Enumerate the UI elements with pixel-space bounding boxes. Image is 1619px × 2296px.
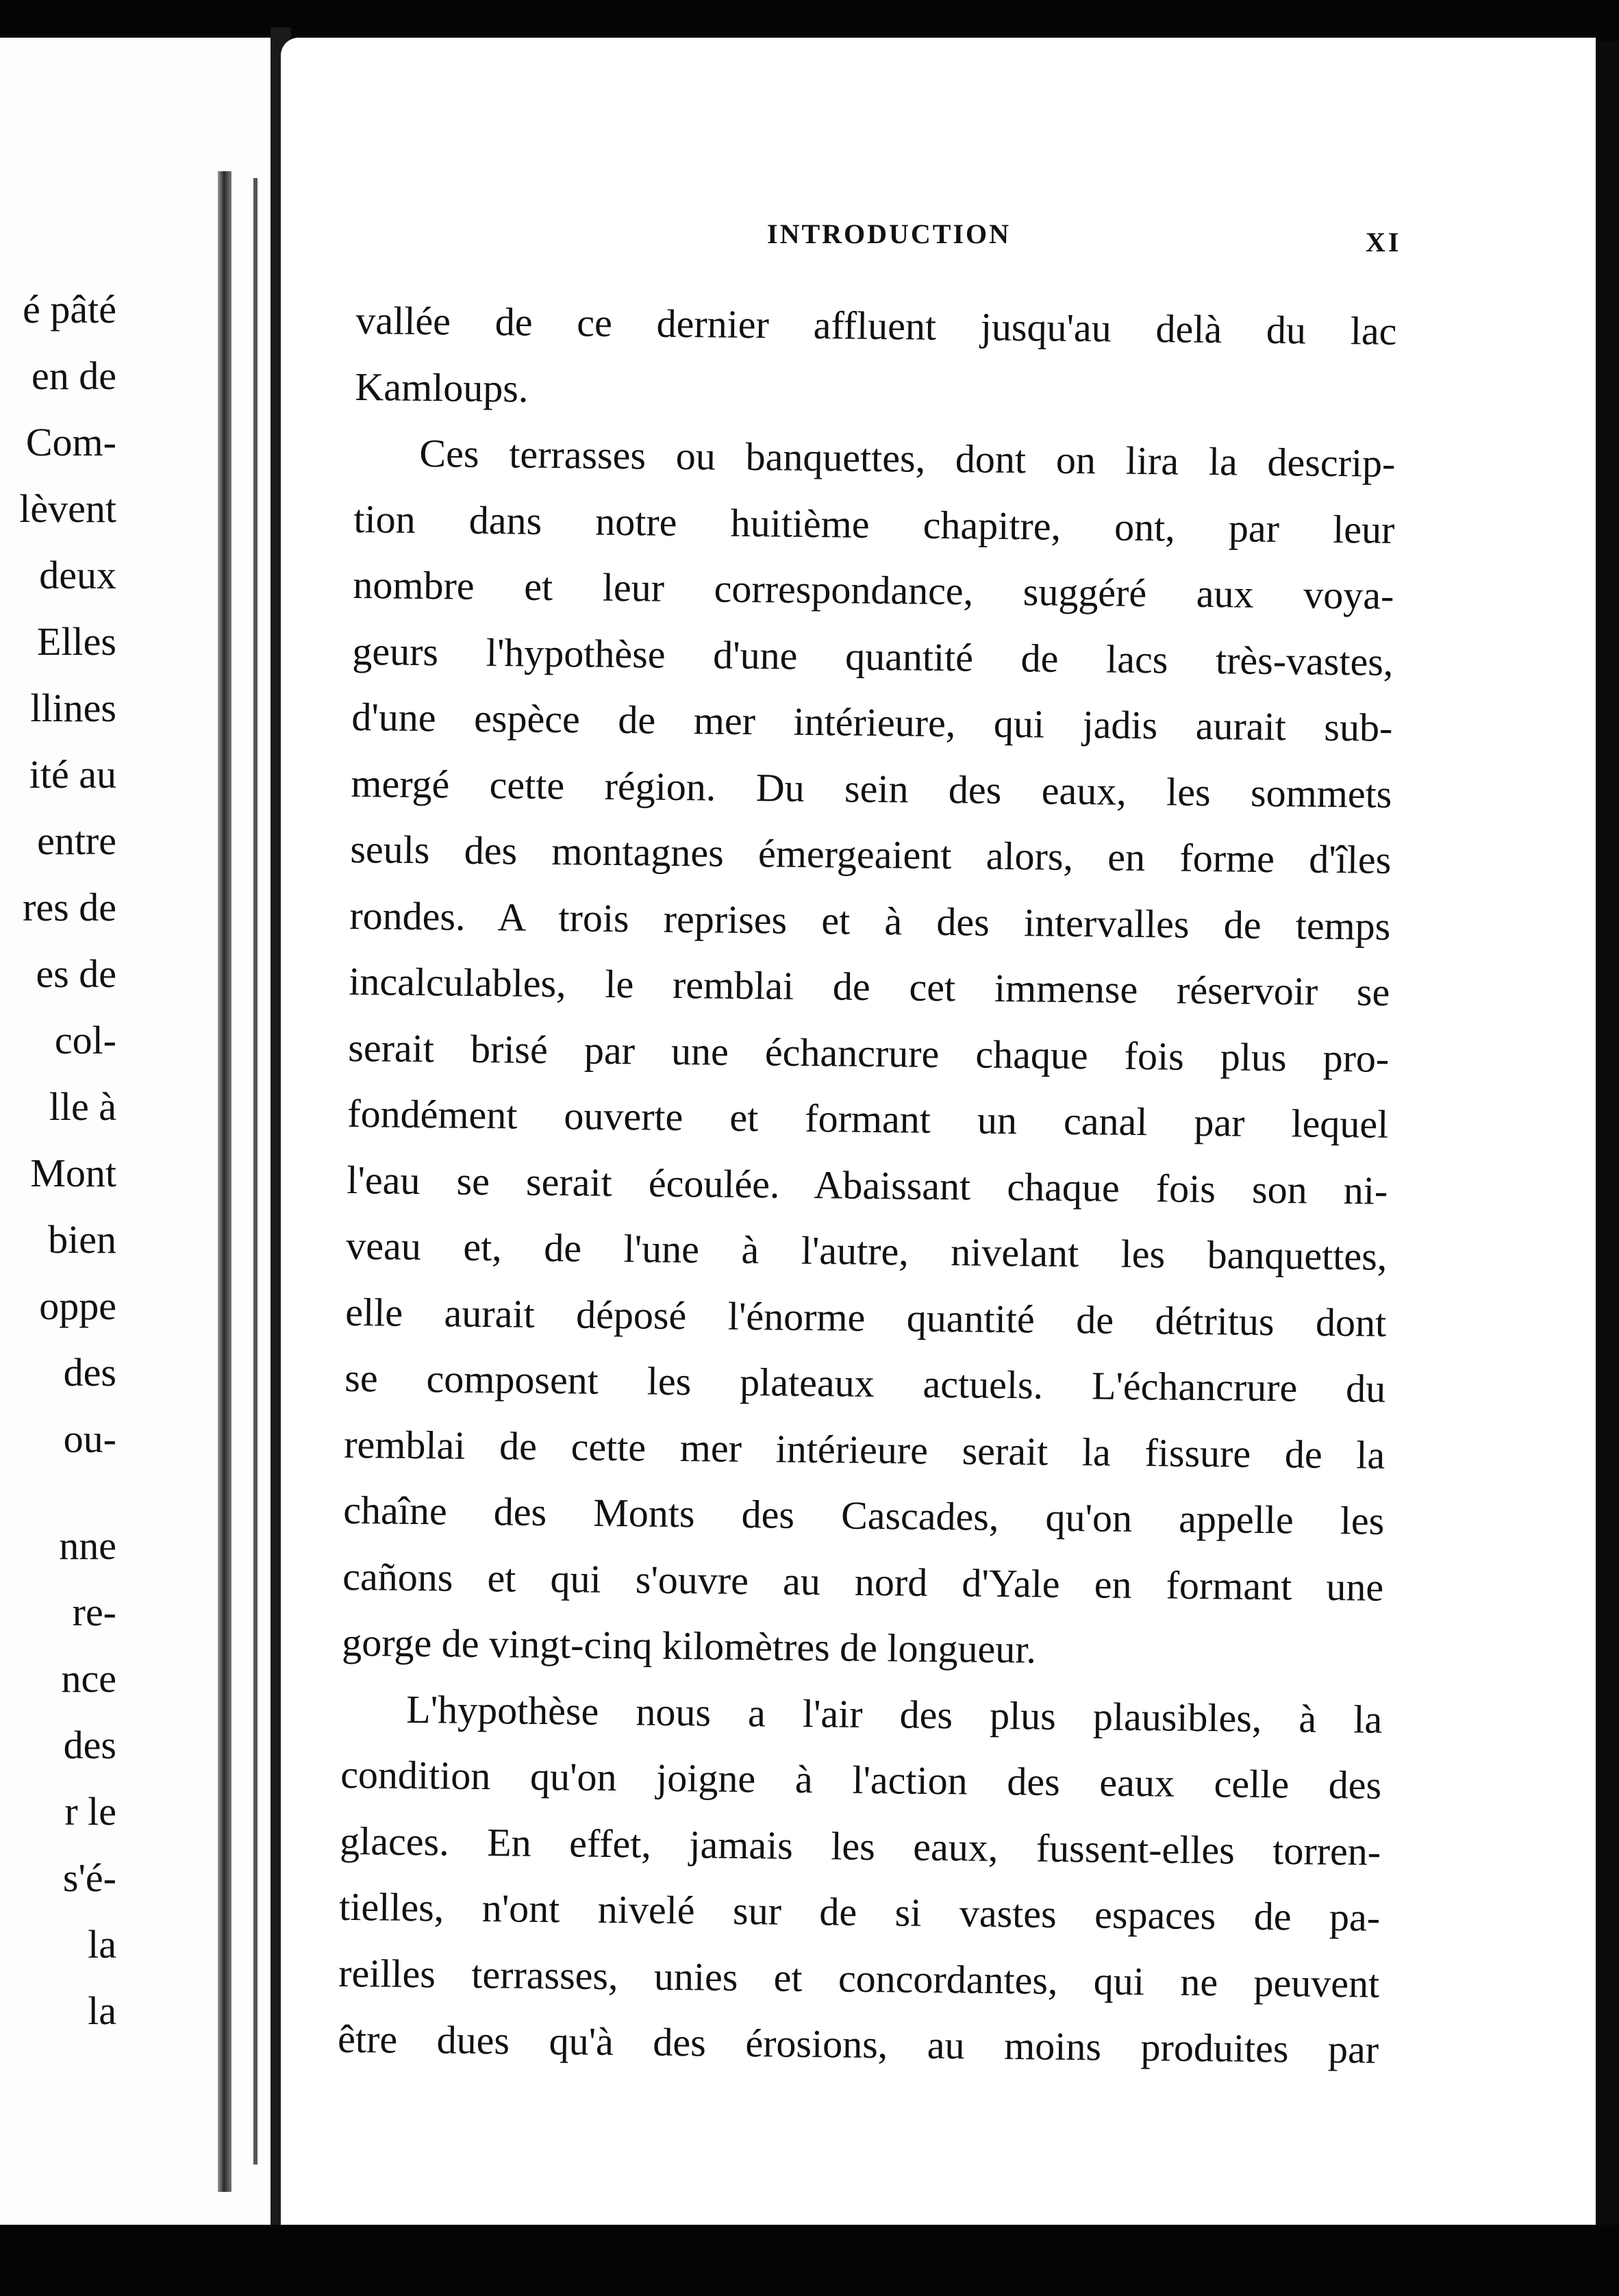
left-line: Com- bbox=[25, 420, 116, 464]
text-line: incalculables, le remblai de cet immense réservoir se bbox=[349, 958, 1390, 1014]
left-line: bien bbox=[48, 1217, 116, 1262]
left-line: la bbox=[88, 1988, 116, 2033]
book-spine-edge bbox=[253, 178, 258, 2164]
left-line: deux bbox=[39, 553, 116, 597]
page-number: XI bbox=[1366, 227, 1402, 258]
left-line: ou- bbox=[63, 1417, 116, 1461]
left-line: r le bbox=[64, 1789, 116, 1834]
left-line: oppe bbox=[39, 1284, 116, 1328]
text-line: condition qu'on joigne à l'action des eaux celle des bbox=[340, 1751, 1382, 1808]
text-line: tion dans notre huitième chapitre, ont, par leur bbox=[353, 496, 1395, 552]
text-line: glaces. En effet, jamais les eaux, fussent-elles torren- bbox=[339, 1818, 1381, 1874]
left-line: la bbox=[88, 1922, 116, 1967]
left-line: res de bbox=[23, 885, 116, 929]
left-line: es de bbox=[36, 951, 116, 996]
text-line: rondes. A trois reprises et à des intervalles de temps bbox=[349, 893, 1391, 949]
text-line: cañons et qui s'ouvre au nord d'Yale en formant une bbox=[342, 1553, 1384, 1610]
text-line: serait brisé par une échancrure chaque fois plus pro- bbox=[348, 1025, 1390, 1081]
left-line: re- bbox=[72, 1590, 116, 1634]
text-line: être dues qu'à des érosions, au moins produites par bbox=[337, 2016, 1379, 2072]
text-line: geurs l'hypothèse d'une quantité de lacs très-vastes, bbox=[352, 628, 1394, 684]
text-line: reilles terrasses, unies et concordantes, qui ne peuvent bbox=[338, 1950, 1380, 2006]
text-line: vallée de ce dernier affluent jusqu'au delà du lac bbox=[355, 297, 1397, 353]
text-line: gorge de vingt-cinq kilomètres de longueur. bbox=[341, 1619, 1037, 1672]
left-page-text bbox=[0, 276, 116, 2044]
text-line: L'hypothèse nous a l'air des plus plausibles, à la bbox=[405, 1686, 1383, 1742]
left-line: nne bbox=[59, 1523, 116, 1568]
text-line: veau et, de l'une à l'autre, nivelant les banquettes, bbox=[346, 1223, 1388, 1279]
left-line: Mont bbox=[30, 1151, 116, 1195]
text-line: seuls des montagnes émergeaient alors, en forme d'îles bbox=[350, 826, 1392, 882]
left-line: entre bbox=[37, 819, 116, 863]
text-line: mergé cette région. Du sein des eaux, les sommets bbox=[351, 760, 1392, 816]
text-line: d'une espèce de mer intérieure, qui jadis aurait sub- bbox=[351, 694, 1393, 750]
left-line: lèvent bbox=[19, 486, 116, 531]
book-spine-shadow bbox=[218, 171, 231, 2192]
scan-right-border bbox=[1596, 41, 1619, 2247]
text-line: elle aurait déposé l'énorme quantité de détritus dont bbox=[345, 1289, 1387, 1345]
left-line: ité au bbox=[29, 752, 116, 797]
text-line: remblai de cette mer intérieure serait la fissure de la bbox=[343, 1421, 1385, 1477]
text-line: chaîne des Monts des Cascades, qu'on appelle les bbox=[342, 1487, 1385, 1543]
scan-bottom-border bbox=[0, 2225, 1619, 2296]
text-line: Ces terrasses ou banquettes, dont on lira la descrip- bbox=[419, 430, 1396, 486]
text-line: fondément ouverte et formant un canal par lequel bbox=[347, 1090, 1389, 1147]
left-line: llines bbox=[30, 686, 116, 730]
left-line: é pâté bbox=[23, 287, 116, 332]
left-line: nce bbox=[61, 1656, 116, 1701]
left-line: des bbox=[63, 1723, 116, 1767]
body-text bbox=[338, 288, 1397, 2083]
running-head: INTRODUCTION bbox=[767, 219, 1012, 249]
left-line: col- bbox=[54, 1018, 116, 1062]
text-line: l'eau se serait écoulée. Abaissant chaque fois son ni- bbox=[347, 1157, 1388, 1213]
text-line: tielles, n'ont nivelé sur de si vastes espaces de pa- bbox=[338, 1884, 1381, 1940]
left-line: lle à bbox=[49, 1084, 116, 1129]
text-line: nombre et leur correspondance, suggéré aux voya- bbox=[353, 562, 1394, 618]
left-line: des bbox=[63, 1350, 116, 1395]
left-line: Elles bbox=[37, 619, 116, 664]
text-line: se composent les plateaux actuels. L'échancrure du bbox=[344, 1355, 1386, 1411]
text-line: Kamloups. bbox=[355, 364, 529, 411]
left-line: en de bbox=[32, 353, 116, 398]
left-line: s'é- bbox=[62, 1856, 116, 1900]
